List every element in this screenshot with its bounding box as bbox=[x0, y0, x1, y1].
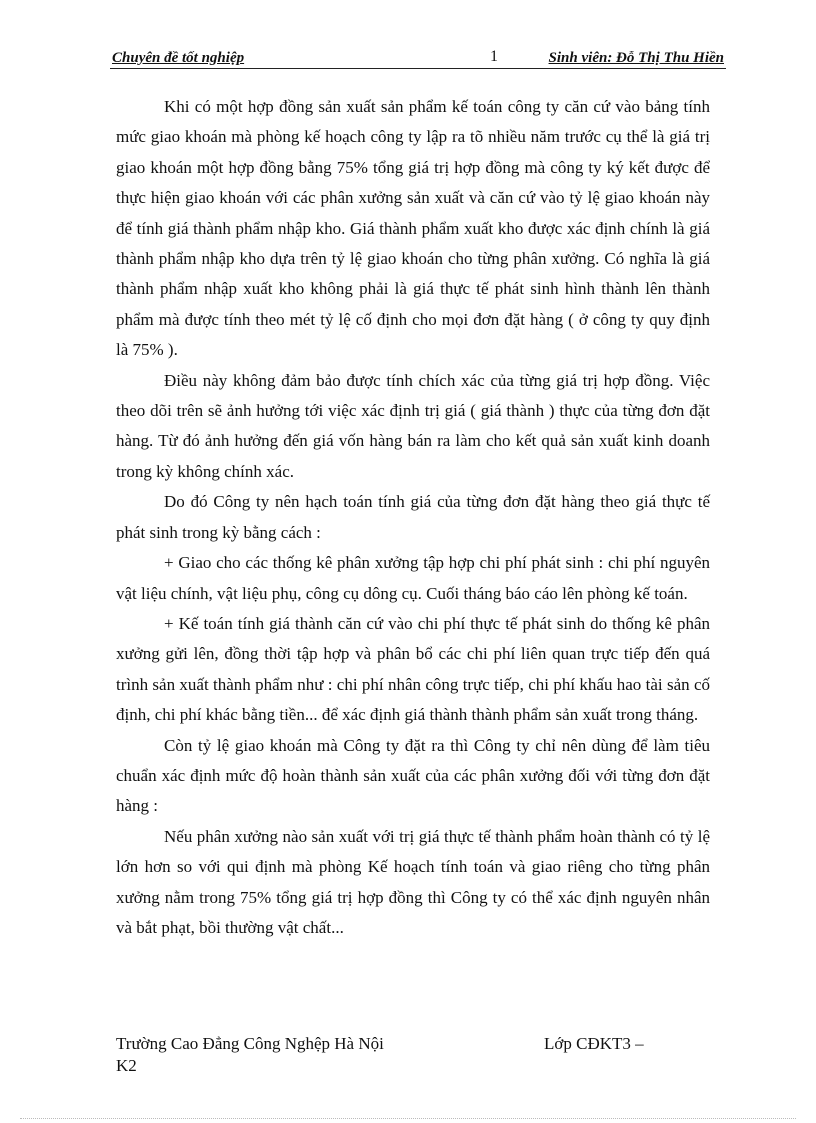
header-document-title: Chuyên đề tốt nghiệp bbox=[112, 50, 245, 66]
paragraph-2: Điều này không đảm bảo được tính chích xác của từng giá trị hợp đồng. Việc theo dõi trên sẽ ảnh hưởng tới việc xác định trị giá ( giá thành ) thực của từng đơn đặt hàng. Từ đó ảnh hưởng đến giá vốn hàng bán ra làm cho kết quả sản xuất kinh doanh trong kỳ không chính xác. bbox=[116, 370, 710, 481]
paragraph-5: + Kế toán tính giá thành căn cứ vào chi phí thực tế phát sinh do thống kê phân xưởng gửi lên, đồng thời tập hợp và phân bổ các chi phí liên quan trực tiếp đến quá trình sản xuất thành phẩm như : chi phí nhân công trực tiếp, chi phí khấu hao tài sản cố định, chi phí khác bằng tiền... để xác định giá thành thành phẩm sản xuất trong tháng. bbox=[116, 613, 710, 725]
paragraph-7: Nếu phân xưởng nào sản xuất với trị giá thực tế thành phẩm hoàn thành có tỷ lệ lớn hơn so với qui định mà phòng Kế hoạch tính toán và giao riêng cho từng phân xưởng nằm trong 75% tổng giá trị hợp đồng thì Công ty có thể xác định nguyên nhân và bắt phạt, bồi thường vật chất... bbox=[116, 826, 710, 937]
document-body bbox=[116, 92, 710, 943]
header-page-number: 1 bbox=[490, 48, 498, 65]
paragraph-6: Còn tỷ lệ giao khoán mà Công ty đặt ra thì Công ty chỉ nên dùng để làm tiêu chuẩn xác định mức độ hoàn thành sản xuất của các phân xưởng đối với từng đơn đặt hàng : bbox=[116, 735, 710, 816]
paragraph-1: Khi có một hợp đồng sản xuất sản phẩm kế toán công ty căn cứ vào bảng tính mức giao khoán mà phòng kế hoạch công ty lập ra tõ nhiều năm trước cụ thể là giá trị giao khoán một hợp đồng bằng 75% tổng giá trị hợp đồng mà công ty ký kết được để thực hiện giao khoán với các phân xưởng sản xuất và căn cứ vào tỷ lệ giao khoán này để tính giá thành phẩm nhập kho. Giá thành phẩm xuất kho được xác định chính là giá thành phẩm nhập kho dựa trên tỷ lệ giao khoán cho từng phân xưởng. Có nghĩa là giá thành phẩm nhập xuất kho không phải là giá thực tế phát sinh hình thành lên thành phẩm mà được tính theo mét tỷ lệ cố định cho mọi đơn đặt hàng ( ở công ty quy định là 75% ). bbox=[116, 97, 710, 360]
footer-class-name: Lớp CĐKT3 – bbox=[544, 1034, 644, 1053]
paragraph-3: Do đó Công ty nên hạch toán tính giá của từng đơn đặt hàng theo giá thực tế phát sinh trong kỳ bằng cách : bbox=[116, 492, 710, 542]
page-bottom-divider bbox=[20, 1118, 796, 1119]
page-header bbox=[110, 48, 726, 69]
footer-school-name: Trường Cao Đẳng Công Nghệp Hà Nội bbox=[116, 1034, 384, 1053]
paragraph-4: + Giao cho các thống kê phân xưởng tập hợp chi phí phát sinh : chi phí nguyên vật liệu chính, vật liệu phụ, công cụ dông cụ. Cuối tháng báo cáo lên phòng kế toán. bbox=[116, 553, 710, 603]
footer-class-continued: K2 bbox=[116, 1056, 137, 1075]
header-student-name: Sinh viên: Đỗ Thị Thu Hiền bbox=[548, 50, 724, 66]
